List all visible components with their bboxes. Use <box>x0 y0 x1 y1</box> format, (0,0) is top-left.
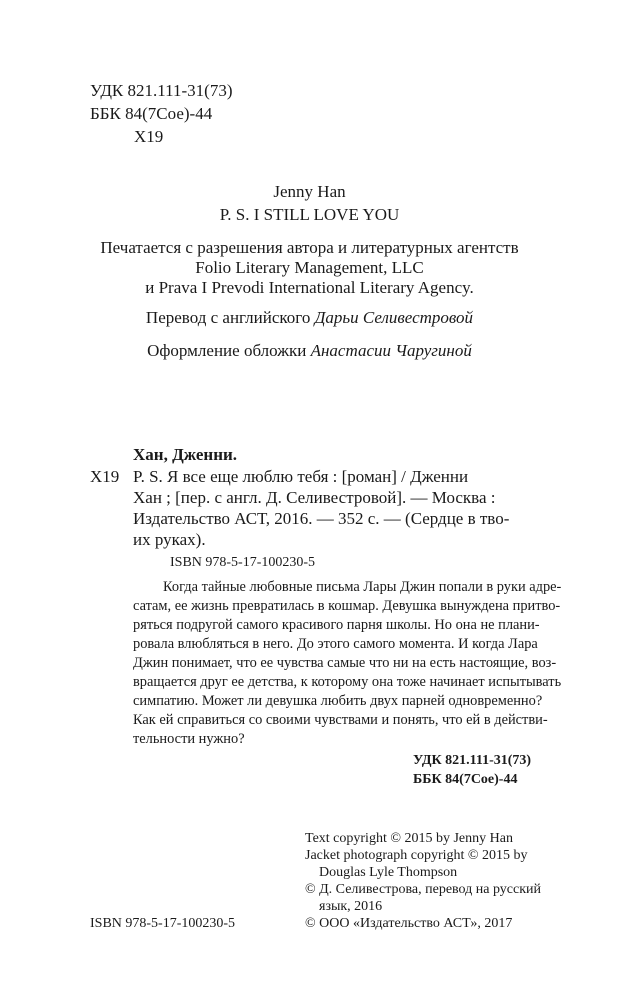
bottom-udk-code: УДК 821.111-31(73) <box>413 753 532 768</box>
annotation-line: симпатию. Может ли девушка любить двух парней одновременно? <box>133 693 543 709</box>
copyright-line: © Д. Селивестрова, перевод на русский <box>305 882 542 897</box>
bib-line: Хан ; [пер. с англ. Д. Селивестровой]. — Москва : <box>133 488 496 507</box>
bib-line: Издательство АСТ, 2016. — 352 с. — (Сердце в тво- <box>133 509 510 528</box>
copyright-line: © ООО «Издательство АСТ», 2017 <box>305 916 513 931</box>
cover-credit <box>0 339 619 362</box>
annotation-line: сатам, ее жизнь превратилась в кошмар. Девушка вынуждена притво- <box>133 598 561 614</box>
translation-credit <box>0 306 619 329</box>
annotation-line: тельности нужно? <box>133 731 245 747</box>
annotation-line: Когда тайные любовные письма Лары Джин попали в руки адре- <box>163 579 562 595</box>
bbk-code: ББК 84(7Сое)-44 <box>90 104 213 123</box>
permission-line-2: Folio Literary Management, LLC <box>195 258 424 277</box>
annotation <box>133 578 561 749</box>
permission-line-1: Печатается с разрешения автора и литературных агентств <box>100 238 519 257</box>
copyright-line: Douglas Lyle Thompson <box>319 865 458 880</box>
copyright-line: язык, 2016 <box>319 899 383 914</box>
bib-isbn: ISBN 978-5-17-100230-5 <box>170 555 316 570</box>
bib-line: P. S. Я все еще люблю тебя : [роман] / Дженни <box>133 467 469 486</box>
permission-line-3: и Prava I Prevodi International Literary Agency. <box>145 278 474 297</box>
bib-author-mark: Х19 <box>90 467 120 486</box>
bib-line: их руках). <box>133 530 206 549</box>
cover-label: Оформление обложки <box>147 341 307 360</box>
copyright-block <box>305 830 541 932</box>
original-title: P. S. I STILL LOVE YOU <box>219 205 400 224</box>
udk-code: УДК 821.111-31(73) <box>90 81 233 100</box>
bib-record <box>133 466 509 550</box>
annotation-line: Как ей справиться со своими чувствами и понять, что ей в действи- <box>133 712 548 728</box>
annotation-line: вращается друг ее детства, к которому она тоже начинает испытывать <box>133 674 562 690</box>
translator-name: Дарьи Селивестровой <box>314 308 474 327</box>
author-mark: Х19 <box>134 127 164 146</box>
annotation-line: ровала влюбляться в него. До этого самого момента. И когда Лара <box>133 636 538 652</box>
bottom-bbk-code: ББК 84(7Сое)-44 <box>413 772 518 787</box>
copyright-line: Jacket photograph copyright © 2015 by <box>305 848 528 863</box>
footer-isbn: ISBN 978-5-17-100230-5 <box>90 916 236 931</box>
annotation-line: ряться подругой самого красивого парня школы. Но она не плани- <box>133 617 540 633</box>
original-author: Jenny Han <box>273 182 346 201</box>
translation-label: Перевод с английского <box>145 308 311 327</box>
copyright-line: Text copyright © 2015 by Jenny Han <box>305 831 513 846</box>
cover-designer-name: Анастасии Чаругиной <box>310 341 472 360</box>
annotation-line: Джин понимает, что ее чувства самые что ни на есть настоящие, воз- <box>133 655 557 671</box>
bib-heading: Хан, Дженни. <box>133 445 238 464</box>
